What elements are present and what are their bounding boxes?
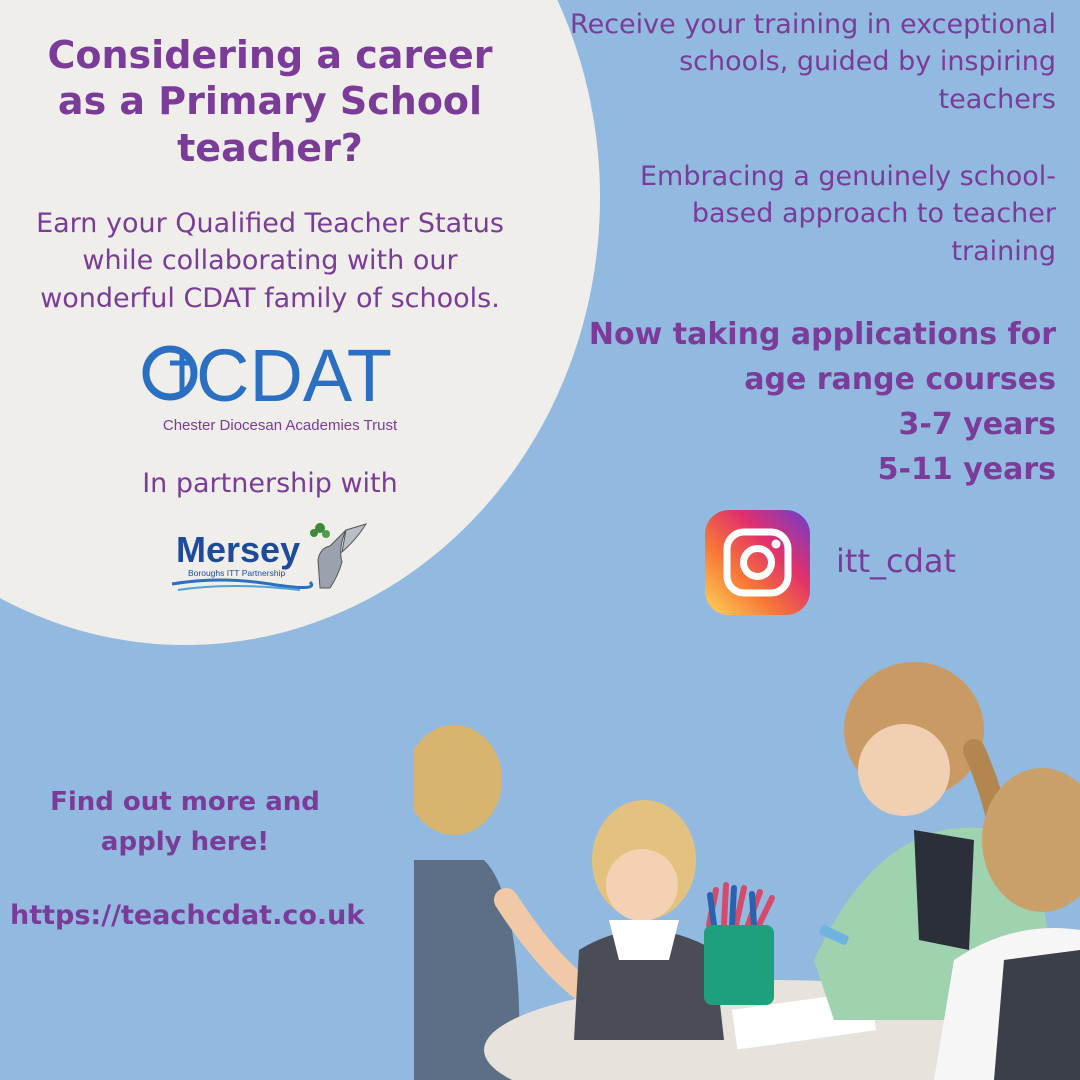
pencil-pot (704, 885, 774, 1005)
instagram-handle[interactable]: itt_cdat (836, 542, 957, 580)
classroom-photo (414, 660, 1080, 1080)
mersey-logo (170, 518, 370, 598)
cdat-emblem-ring-icon (146, 349, 194, 397)
liver-bird-icon (310, 523, 366, 588)
headline: Considering a career as a Primary School teacher? (47, 33, 493, 170)
cdat-wordmark: CDAT (196, 335, 392, 417)
website-link[interactable]: https://teachcdat.co.uk (10, 900, 365, 931)
subheadline: Earn your Qualified Teacher Status while collaborating with our wonderful CDAT family of schools. (36, 208, 504, 314)
partnership-text: In partnership with (142, 468, 398, 499)
girl-middle-figure (574, 800, 724, 1040)
applications-line: Now taking applications for (588, 317, 1056, 352)
mersey-wordmark: Mersey (176, 529, 301, 570)
mersey-tagline: Boroughs ITT Partnership (188, 568, 286, 578)
cta-text (20, 782, 350, 863)
applications-line: age range courses (744, 362, 1056, 397)
cdat-logo (140, 335, 420, 435)
applications-block (576, 312, 1056, 492)
instagram-icon[interactable] (705, 510, 810, 615)
cta-line: apply here! (100, 827, 270, 858)
cdat-tagline: Chester Diocesan Academies Trust (162, 417, 398, 434)
age-range: 5-11 years (877, 452, 1056, 487)
age-range: 3-7 years (898, 407, 1056, 442)
point-training: Receive your training in exceptional schools, guided by inspiring teachers (570, 9, 1056, 115)
cta-line: Find out more and (50, 787, 320, 817)
point-school-based: Embracing a genuinely school-based approach to teacher training (639, 161, 1056, 267)
